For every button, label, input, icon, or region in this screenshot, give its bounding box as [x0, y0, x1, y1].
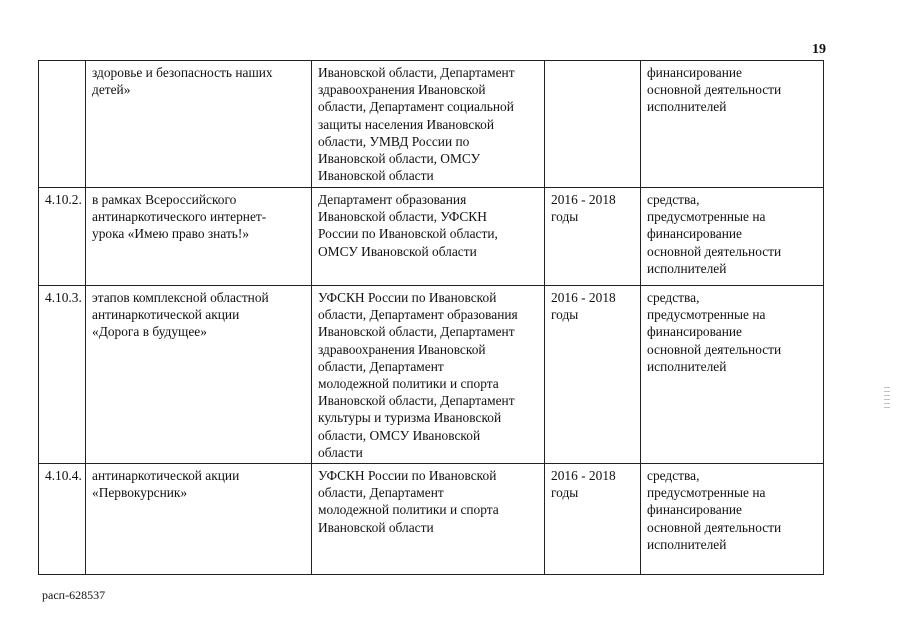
funding-line: финансирование [647, 65, 742, 80]
funding-line: исполнителей [647, 99, 727, 115]
funding-line: исполнителей [647, 358, 727, 374]
executors-line: Ивановской области, Департамент [318, 65, 515, 80]
executors-line: защиты населения Ивановской [318, 116, 495, 132]
executors-line: Ивановской области, ОМСУ [318, 151, 481, 167]
executors-cell [312, 61, 545, 188]
period-line: годы [551, 209, 579, 225]
event-line: здоровье и безопасность наших [92, 65, 273, 80]
executors-line: области, Департамент [318, 485, 444, 501]
event-cell [86, 188, 312, 286]
funding-line: основной деятельности [647, 519, 782, 535]
scan-artifact [884, 387, 890, 409]
event-cell [86, 286, 312, 464]
measures-table [38, 60, 824, 575]
period-cell [545, 61, 641, 188]
executors-line: УФСКН России по Ивановской [318, 468, 497, 484]
funding-cell [641, 286, 824, 464]
event-line: антинаркотической акции [92, 468, 240, 484]
funding-line: средства, [647, 468, 700, 484]
funding-line: исполнителей [647, 260, 727, 276]
executors-line: области, Департамент [318, 358, 444, 374]
funding-line: предусмотренные на [647, 307, 766, 323]
event-line: урока «Имею право знать!» [92, 226, 250, 242]
table-row [39, 61, 824, 188]
period-cell [545, 286, 641, 464]
executors-line: области, ОМСУ Ивановской [318, 427, 481, 443]
executors-line: Ивановской области [318, 519, 434, 535]
row-number-cell: 4.10.2. [39, 188, 86, 286]
period-cell [545, 188, 641, 286]
executors-line: УФСКН России по Ивановской [318, 290, 497, 305]
funding-line: средства, [647, 192, 700, 207]
event-line: «Дорога в будущее» [92, 324, 207, 340]
executors-line: молодежной политики и спорта [318, 376, 499, 392]
funding-line: основной деятельности [647, 341, 782, 357]
event-cell [86, 464, 312, 575]
period-line: 2016 - 2018 [551, 290, 616, 305]
funding-line: финансирование [647, 502, 742, 518]
page-number: 19 [812, 42, 826, 57]
funding-line: основной деятельности [647, 243, 782, 259]
funding-line: предусмотренные на [647, 485, 766, 501]
document-code: расп-628537 [42, 588, 106, 602]
funding-cell [641, 188, 824, 286]
executors-line: Ивановской области, УФСКН [318, 209, 487, 225]
executors-line: ОМСУ Ивановской области [318, 243, 477, 259]
period-line: 2016 - 2018 [551, 468, 616, 484]
event-line: антинаркотической акции [92, 307, 240, 323]
period-line: 2016 - 2018 [551, 192, 616, 207]
funding-line: финансирование [647, 226, 742, 242]
period-line: годы [551, 485, 579, 501]
funding-line: предусмотренные на [647, 209, 766, 225]
executors-line: области [318, 444, 363, 460]
funding-line: исполнителей [647, 536, 727, 552]
funding-line: основной деятельности [647, 82, 782, 98]
funding-cell [641, 464, 824, 575]
executors-line: Ивановской области, Департамент [318, 324, 515, 340]
executors-line: культуры и туризма Ивановской [318, 410, 502, 426]
period-cell [545, 464, 641, 575]
executors-line: здравоохранения Ивановской [318, 341, 486, 357]
executors-line: России по Ивановской области, [318, 226, 498, 242]
executors-cell [312, 188, 545, 286]
executors-line: Ивановской области [318, 168, 434, 184]
table-row [39, 188, 824, 286]
executors-line: Департамент образования [318, 192, 467, 207]
executors-line: области, Департамент социальной [318, 99, 514, 115]
funding-line: средства, [647, 290, 700, 305]
executors-line: Ивановской области, Департамент [318, 393, 515, 409]
executors-line: области, Департамент образования [318, 307, 518, 323]
executors-line: области, УМВД России по [318, 133, 470, 149]
table-row [39, 286, 824, 464]
table-row [39, 464, 824, 575]
event-line: этапов комплексной областной [92, 290, 269, 305]
row-number-cell [39, 61, 86, 188]
event-line: в рамках Всероссийского [92, 192, 237, 207]
executors-cell [312, 464, 545, 575]
executors-line: здравоохранения Ивановской [318, 82, 486, 98]
period-line: годы [551, 307, 579, 323]
event-line: антинаркотического интернет- [92, 209, 267, 225]
executors-line: молодежной политики и спорта [318, 502, 499, 518]
funding-cell [641, 61, 824, 188]
row-number-cell: 4.10.4. [39, 464, 86, 575]
event-cell [86, 61, 312, 188]
funding-line: финансирование [647, 324, 742, 340]
event-line: детей» [92, 82, 131, 98]
row-number-cell: 4.10.3. [39, 286, 86, 464]
event-line: «Первокурсник» [92, 485, 188, 501]
executors-cell [312, 286, 545, 464]
